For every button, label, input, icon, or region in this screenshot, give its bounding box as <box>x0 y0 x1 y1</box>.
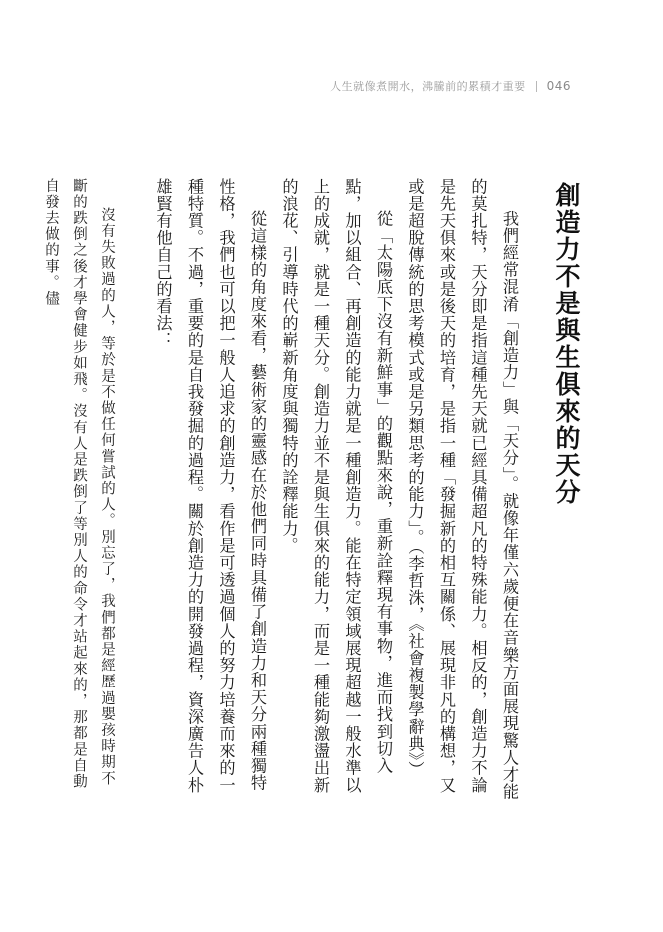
body-text <box>43 178 581 802</box>
running-title: 人生就像煮開水，沸騰前的累積才重要 <box>330 80 526 93</box>
page-number: 046 <box>546 79 571 93</box>
block-quote <box>37 178 121 802</box>
running-header <box>330 78 571 94</box>
section-title: 創造力不是與生俱來的天分 <box>552 182 581 506</box>
paragraph-3: 從這樣的角度來看，藝術家的靈感在於他們同時具備了創造力和天分兩種獨特性格，我們也可以把一般人追求的創造力，看作是可透過個人的努力培養而來的一種特質。不過，重要的是自我發掘的過程。關於創造力的開發過程，資深廣告人朴雄賢有他自己的看法： <box>153 178 267 794</box>
paragraph-1: 我們經常混淆「創造力」與「天分」。就像年僅六歲便在音樂方面展現驚人才能的莫扎特，天分即是指這種先天就已經具備超凡的特殊能力。相反的，創造力不論是先天俱來或是後天的培育，是指一種「發掘新的相互關係、展現非凡的構想，又或是超脫傳統的思考模式或是另類思考的能力」。（李哲洙，《社會複製學辭典》） <box>405 178 519 801</box>
quote-text: 沒有失敗過的人，等於是不做任何嘗試的人。別忘了，我們都是經歷過嬰孩時期不斷的跌倒之後才學會健步如飛。沒有人是跌倒了等別人的命令才站起來的，那都是自動自發去做的事。儘 <box>43 178 115 790</box>
paragraph-2: 從「太陽底下沒有新鮮事」的觀點來說，重新詮釋現有事物，進而找到切入點，加以組合、再創造的能力就是一種創造力。能在特定領域展現超越一般水準以上的成就，就是一種天分。創造力並不是與生俱來的能力，而是一種能夠激盪出新的浪花、引導時代的嶄新角度與獨特的詮釋能力。 <box>279 178 393 794</box>
header-divider <box>536 81 537 92</box>
